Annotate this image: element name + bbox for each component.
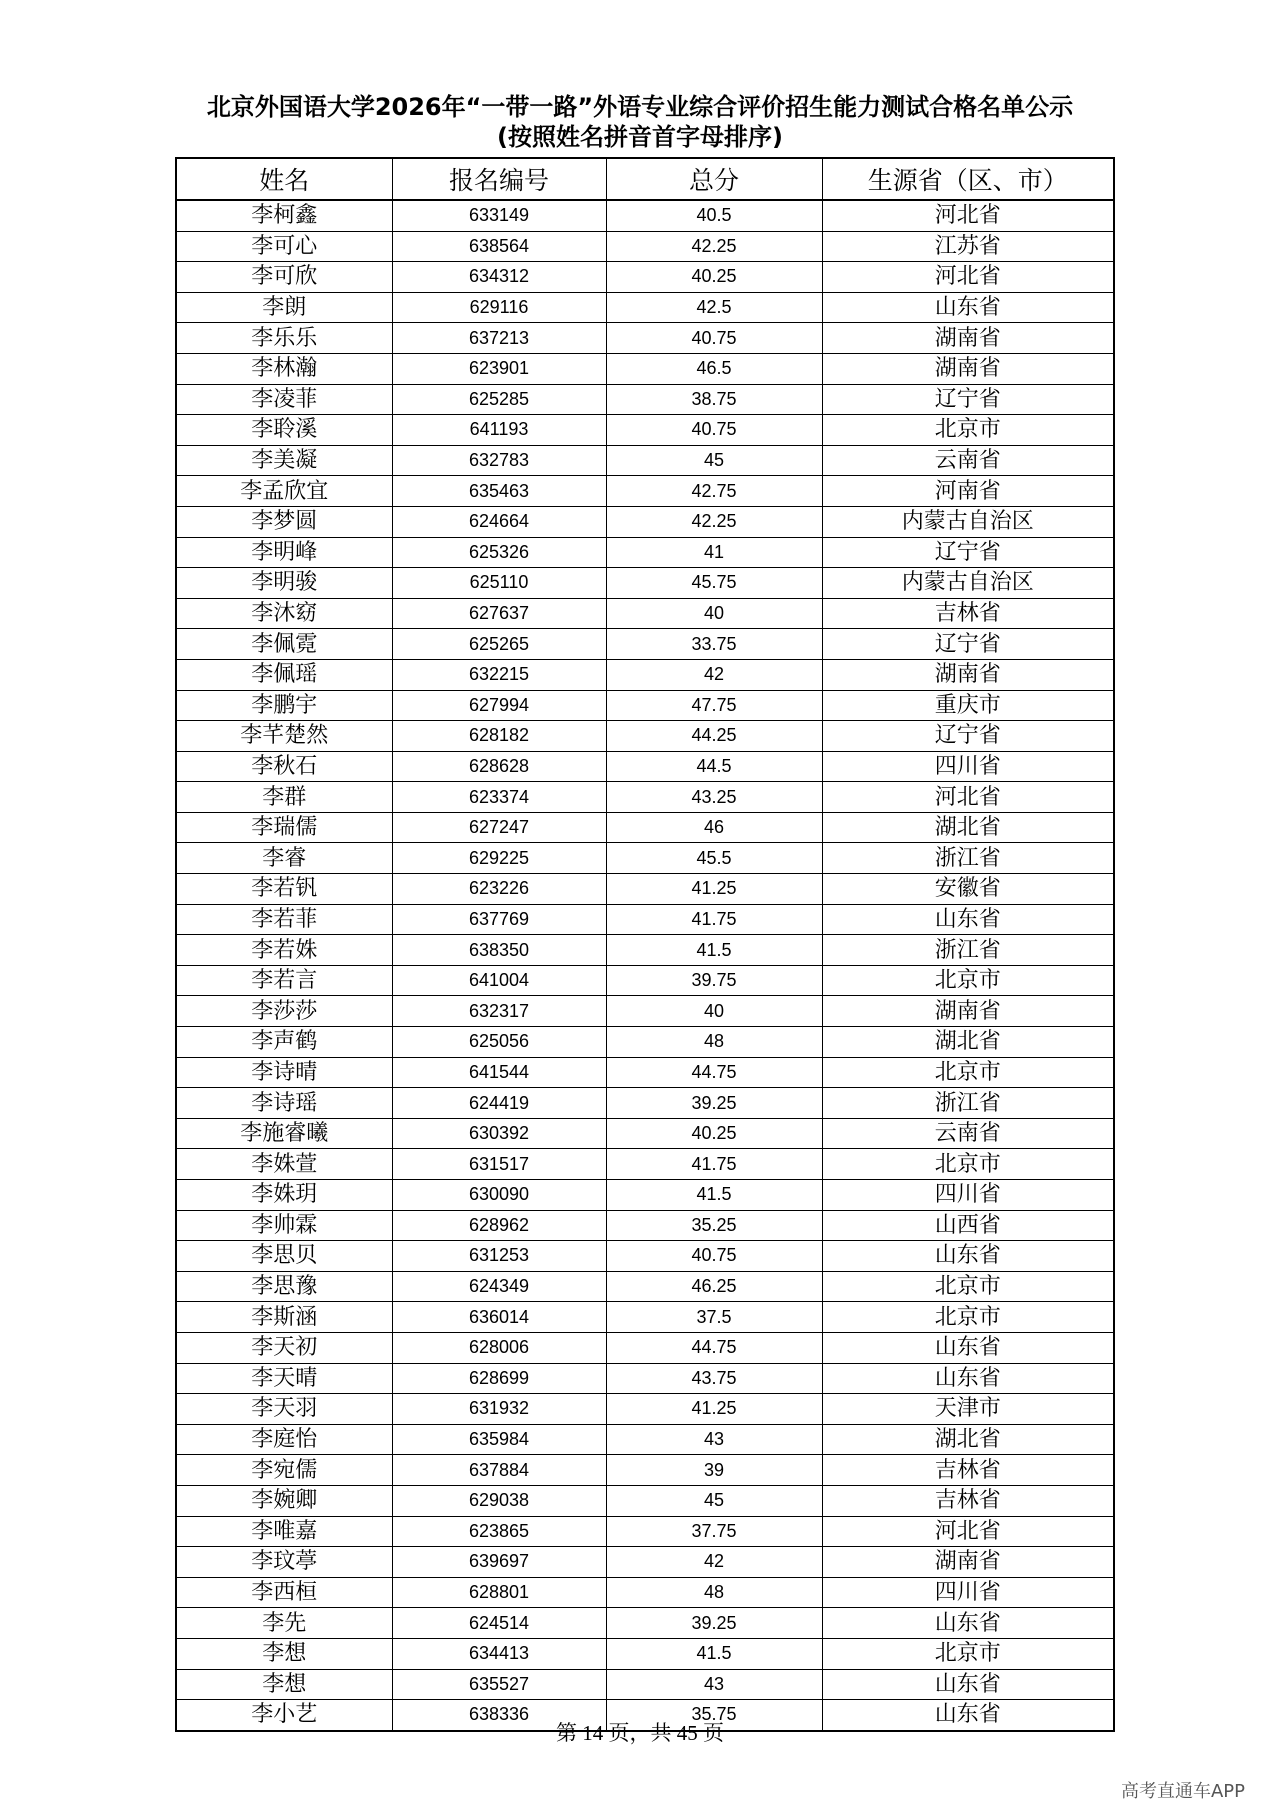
cell-total-score: 35.25 — [606, 1210, 822, 1241]
cell-total-score: 42.25 — [606, 506, 822, 537]
cell-name: 李明峰 — [176, 537, 392, 568]
cell-name: 李小艺 — [176, 1700, 392, 1731]
cell-province: 湖北省 — [822, 1424, 1114, 1455]
cell-province: 天津市 — [822, 1394, 1114, 1425]
cell-province: 山东省 — [822, 1241, 1114, 1272]
cell-total-score: 43.75 — [606, 1363, 822, 1394]
cell-name: 李天初 — [176, 1332, 392, 1363]
cell-registration-id: 623901 — [392, 353, 606, 384]
cell-province: 山东省 — [822, 1700, 1114, 1731]
cell-total-score: 37.75 — [606, 1516, 822, 1547]
table-row — [176, 1363, 1114, 1394]
cell-province: 山东省 — [822, 904, 1114, 935]
table-body — [176, 200, 1114, 1731]
column-header-province: 生源省（区、市） — [822, 158, 1114, 200]
table-row — [176, 1118, 1114, 1149]
cell-registration-id: 631253 — [392, 1241, 606, 1272]
cell-province: 湖南省 — [822, 353, 1114, 384]
document-subtitle: (按照姓名拼音首字母排序) — [497, 123, 783, 151]
table-row — [176, 812, 1114, 843]
cell-registration-id: 631517 — [392, 1149, 606, 1180]
cell-name: 李若钒 — [176, 874, 392, 905]
cell-registration-id: 625265 — [392, 629, 606, 660]
cell-name: 李明骏 — [176, 568, 392, 599]
cell-registration-id: 635984 — [392, 1424, 606, 1455]
cell-province: 云南省 — [822, 445, 1114, 476]
cell-total-score: 40.75 — [606, 1241, 822, 1272]
table-row — [176, 415, 1114, 446]
cell-registration-id: 634413 — [392, 1638, 606, 1669]
cell-total-score: 41 — [606, 537, 822, 568]
cell-total-score: 46.25 — [606, 1271, 822, 1302]
table-row — [176, 1638, 1114, 1669]
table-row — [176, 874, 1114, 905]
cell-registration-id: 638564 — [392, 231, 606, 262]
page-number: 第 14 页，共 45 页 — [556, 1721, 724, 1745]
cell-name: 李宛儒 — [176, 1455, 392, 1486]
cell-total-score: 39 — [606, 1455, 822, 1486]
cell-province: 山东省 — [822, 292, 1114, 323]
cell-registration-id: 637769 — [392, 904, 606, 935]
cell-province: 河北省 — [822, 262, 1114, 293]
cell-registration-id: 641004 — [392, 965, 606, 996]
cell-registration-id: 636014 — [392, 1302, 606, 1333]
table-row — [176, 1669, 1114, 1700]
cell-province: 湖南省 — [822, 659, 1114, 690]
cell-registration-id: 627637 — [392, 598, 606, 629]
table-row — [176, 965, 1114, 996]
cell-registration-id: 628962 — [392, 1210, 606, 1241]
cell-name: 李孟欣宜 — [176, 476, 392, 507]
cell-province: 吉林省 — [822, 1455, 1114, 1486]
cell-name: 李沐窈 — [176, 598, 392, 629]
cell-province: 山东省 — [822, 1669, 1114, 1700]
cell-name: 李群 — [176, 782, 392, 813]
cell-name: 李凌菲 — [176, 384, 392, 415]
cell-registration-id: 631932 — [392, 1394, 606, 1425]
cell-name: 李庭怡 — [176, 1424, 392, 1455]
cell-name: 李诗瑶 — [176, 1088, 392, 1119]
cell-province: 北京市 — [822, 1271, 1114, 1302]
cell-name: 李柯鑫 — [176, 200, 392, 231]
table-row — [176, 384, 1114, 415]
table-row — [176, 1149, 1114, 1180]
cell-province: 湖北省 — [822, 1027, 1114, 1058]
cell-registration-id: 629038 — [392, 1485, 606, 1516]
cell-name: 李婉卿 — [176, 1485, 392, 1516]
cell-total-score: 44.75 — [606, 1332, 822, 1363]
table-row — [176, 1577, 1114, 1608]
cell-registration-id: 625110 — [392, 568, 606, 599]
cell-registration-id: 632783 — [392, 445, 606, 476]
cell-total-score: 42 — [606, 1547, 822, 1578]
cell-name: 李若姝 — [176, 935, 392, 966]
table-row — [176, 1455, 1114, 1486]
cell-province: 山东省 — [822, 1608, 1114, 1639]
column-header-name: 姓名 — [176, 158, 392, 200]
cell-total-score: 42.5 — [606, 292, 822, 323]
cell-total-score: 42 — [606, 659, 822, 690]
cell-name: 李玟葶 — [176, 1547, 392, 1578]
cell-registration-id: 628699 — [392, 1363, 606, 1394]
table-row — [176, 843, 1114, 874]
cell-registration-id: 627247 — [392, 812, 606, 843]
cell-province: 辽宁省 — [822, 629, 1114, 660]
cell-total-score: 45.75 — [606, 568, 822, 599]
table-row — [176, 476, 1114, 507]
cell-registration-id: 625056 — [392, 1027, 606, 1058]
cell-registration-id: 635527 — [392, 1669, 606, 1700]
cell-registration-id: 623374 — [392, 782, 606, 813]
table-row — [176, 1057, 1114, 1088]
cell-total-score: 41.25 — [606, 874, 822, 905]
table-row — [176, 751, 1114, 782]
cell-registration-id: 638350 — [392, 935, 606, 966]
table-row — [176, 782, 1114, 813]
cell-total-score: 40 — [606, 598, 822, 629]
cell-registration-id: 625285 — [392, 384, 606, 415]
cell-registration-id: 630392 — [392, 1118, 606, 1149]
cell-total-score: 46 — [606, 812, 822, 843]
cell-province: 北京市 — [822, 1057, 1114, 1088]
cell-province: 河北省 — [822, 782, 1114, 813]
cell-name: 李可心 — [176, 231, 392, 262]
cell-name: 李瑞儒 — [176, 812, 392, 843]
cell-total-score: 45 — [606, 1485, 822, 1516]
cell-total-score: 48 — [606, 1577, 822, 1608]
cell-name: 李帅霖 — [176, 1210, 392, 1241]
cell-registration-id: 641193 — [392, 415, 606, 446]
cell-registration-id: 635463 — [392, 476, 606, 507]
cell-province: 浙江省 — [822, 935, 1114, 966]
cell-province: 北京市 — [822, 965, 1114, 996]
cell-total-score: 41.5 — [606, 1638, 822, 1669]
cell-name: 李姝玥 — [176, 1180, 392, 1211]
cell-province: 北京市 — [822, 1638, 1114, 1669]
table-row — [176, 629, 1114, 660]
cell-total-score: 45.5 — [606, 843, 822, 874]
cell-total-score: 39.75 — [606, 965, 822, 996]
cell-name: 李佩瑶 — [176, 659, 392, 690]
cell-name: 李梦圆 — [176, 506, 392, 537]
cell-registration-id: 628182 — [392, 721, 606, 752]
column-header-registration-id: 报名编号 — [392, 158, 606, 200]
cell-name: 李思豫 — [176, 1271, 392, 1302]
cell-province: 北京市 — [822, 1149, 1114, 1180]
cell-total-score: 43 — [606, 1424, 822, 1455]
table-row — [176, 935, 1114, 966]
cell-province: 河南省 — [822, 476, 1114, 507]
cell-total-score: 35.75 — [606, 1700, 822, 1731]
cell-name: 李秋石 — [176, 751, 392, 782]
cell-province: 湖北省 — [822, 812, 1114, 843]
cell-name: 李若菲 — [176, 904, 392, 935]
cell-province: 江苏省 — [822, 231, 1114, 262]
cell-total-score: 45 — [606, 445, 822, 476]
cell-province: 山东省 — [822, 1363, 1114, 1394]
table-row — [176, 1424, 1114, 1455]
table-row — [176, 262, 1114, 293]
table-row — [176, 904, 1114, 935]
table-row — [176, 323, 1114, 354]
cell-registration-id: 624664 — [392, 506, 606, 537]
cell-registration-id: 634312 — [392, 262, 606, 293]
cell-total-score: 41.5 — [606, 935, 822, 966]
cell-name: 李声鹤 — [176, 1027, 392, 1058]
table-row — [176, 1394, 1114, 1425]
cell-province: 浙江省 — [822, 843, 1114, 874]
cell-registration-id: 638336 — [392, 1700, 606, 1731]
table-row — [176, 1302, 1114, 1333]
cell-total-score: 43.25 — [606, 782, 822, 813]
cell-registration-id: 637884 — [392, 1455, 606, 1486]
table-row — [176, 231, 1114, 262]
cell-total-score: 39.25 — [606, 1088, 822, 1119]
cell-registration-id: 633149 — [392, 200, 606, 231]
cell-total-score: 41.25 — [606, 1394, 822, 1425]
cell-registration-id: 625326 — [392, 537, 606, 568]
cell-name: 李聆溪 — [176, 415, 392, 446]
cell-registration-id: 624419 — [392, 1088, 606, 1119]
cell-registration-id: 629116 — [392, 292, 606, 323]
cell-total-score: 44.75 — [606, 1057, 822, 1088]
cell-province: 辽宁省 — [822, 384, 1114, 415]
cell-province: 河北省 — [822, 200, 1114, 231]
cell-province: 重庆市 — [822, 690, 1114, 721]
table-row — [176, 598, 1114, 629]
cell-name: 李莎莎 — [176, 996, 392, 1027]
cell-name: 李朗 — [176, 292, 392, 323]
cell-registration-id: 628801 — [392, 1577, 606, 1608]
table-row — [176, 1271, 1114, 1302]
cell-province: 四川省 — [822, 751, 1114, 782]
table-row — [176, 537, 1114, 568]
cell-name: 李斯涵 — [176, 1302, 392, 1333]
cell-registration-id: 629225 — [392, 843, 606, 874]
table-row — [176, 1485, 1114, 1516]
cell-total-score: 41.5 — [606, 1180, 822, 1211]
cell-province: 吉林省 — [822, 1485, 1114, 1516]
cell-province: 四川省 — [822, 1577, 1114, 1608]
document-title: 北京外国语大学2026年“一带一路”外语专业综合评价招生能力测试合格名单公示 — [206, 93, 1074, 121]
table-row — [176, 690, 1114, 721]
cell-total-score: 42.25 — [606, 231, 822, 262]
cell-total-score: 40.75 — [606, 415, 822, 446]
cell-name: 李姝萱 — [176, 1149, 392, 1180]
cell-name: 李想 — [176, 1638, 392, 1669]
table-row — [176, 1088, 1114, 1119]
cell-province: 辽宁省 — [822, 721, 1114, 752]
cell-name: 李天晴 — [176, 1363, 392, 1394]
table-row — [176, 1516, 1114, 1547]
cell-total-score: 37.5 — [606, 1302, 822, 1333]
table-row — [176, 659, 1114, 690]
cell-registration-id: 623865 — [392, 1516, 606, 1547]
cell-province: 安徽省 — [822, 874, 1114, 905]
cell-registration-id: 624514 — [392, 1608, 606, 1639]
column-header-total-score: 总分 — [606, 158, 822, 200]
cell-name: 李林瀚 — [176, 353, 392, 384]
cell-name: 李若言 — [176, 965, 392, 996]
cell-name: 李佩霓 — [176, 629, 392, 660]
cell-total-score: 42.75 — [606, 476, 822, 507]
cell-total-score: 44.5 — [606, 751, 822, 782]
table-row — [176, 1180, 1114, 1211]
cell-name: 李天羽 — [176, 1394, 392, 1425]
cell-name: 李西桓 — [176, 1577, 392, 1608]
cell-province: 吉林省 — [822, 598, 1114, 629]
cell-name: 李唯嘉 — [176, 1516, 392, 1547]
cell-province: 辽宁省 — [822, 537, 1114, 568]
cell-province: 湖南省 — [822, 1547, 1114, 1578]
cell-name: 李乐乐 — [176, 323, 392, 354]
cell-name: 李美凝 — [176, 445, 392, 476]
table-row — [176, 996, 1114, 1027]
cell-province: 云南省 — [822, 1118, 1114, 1149]
table-row — [176, 568, 1114, 599]
cell-name: 李诗晴 — [176, 1057, 392, 1088]
cell-total-score: 40.25 — [606, 1118, 822, 1149]
table-row — [176, 1608, 1114, 1639]
cell-total-score: 46.5 — [606, 353, 822, 384]
cell-registration-id: 632215 — [392, 659, 606, 690]
cell-name: 李思贝 — [176, 1241, 392, 1272]
cell-province: 内蒙古自治区 — [822, 568, 1114, 599]
table-row — [176, 1241, 1114, 1272]
cell-province: 山东省 — [822, 1332, 1114, 1363]
cell-name: 李睿 — [176, 843, 392, 874]
cell-total-score: 40.5 — [606, 200, 822, 231]
table-row — [176, 721, 1114, 752]
cell-name: 李施睿曦 — [176, 1118, 392, 1149]
cell-name: 李想 — [176, 1669, 392, 1700]
cell-registration-id: 639697 — [392, 1547, 606, 1578]
cell-total-score: 38.75 — [606, 384, 822, 415]
cell-province: 四川省 — [822, 1180, 1114, 1211]
cell-name: 李可欣 — [176, 262, 392, 293]
table-row — [176, 1547, 1114, 1578]
table-row — [176, 292, 1114, 323]
table-row — [176, 353, 1114, 384]
cell-name: 李芊楚然 — [176, 721, 392, 752]
cell-registration-id: 630090 — [392, 1180, 606, 1211]
cell-total-score: 48 — [606, 1027, 822, 1058]
cell-total-score: 44.25 — [606, 721, 822, 752]
watermark-text: 高考直通车APP — [1120, 1781, 1245, 1802]
cell-total-score: 40.75 — [606, 323, 822, 354]
cell-total-score: 43 — [606, 1669, 822, 1700]
cell-registration-id: 632317 — [392, 996, 606, 1027]
table-header — [176, 158, 1114, 200]
admission-list-table — [175, 157, 1115, 1732]
cell-registration-id: 641544 — [392, 1057, 606, 1088]
cell-total-score: 40 — [606, 996, 822, 1027]
cell-province: 内蒙古自治区 — [822, 506, 1114, 537]
cell-total-score: 41.75 — [606, 1149, 822, 1180]
cell-name: 李先 — [176, 1608, 392, 1639]
cell-registration-id: 627994 — [392, 690, 606, 721]
cell-registration-id: 628006 — [392, 1332, 606, 1363]
cell-total-score: 40.25 — [606, 262, 822, 293]
cell-total-score: 39.25 — [606, 1608, 822, 1639]
cell-total-score: 41.75 — [606, 904, 822, 935]
cell-province: 北京市 — [822, 1302, 1114, 1333]
table-row — [176, 200, 1114, 231]
cell-registration-id: 623226 — [392, 874, 606, 905]
cell-province: 浙江省 — [822, 1088, 1114, 1119]
cell-province: 北京市 — [822, 415, 1114, 446]
cell-province: 湖南省 — [822, 996, 1114, 1027]
cell-province: 河北省 — [822, 1516, 1114, 1547]
cell-total-score: 33.75 — [606, 629, 822, 660]
cell-registration-id: 637213 — [392, 323, 606, 354]
cell-registration-id: 624349 — [392, 1271, 606, 1302]
cell-province: 湖南省 — [822, 323, 1114, 354]
table-row — [176, 1210, 1114, 1241]
table-row — [176, 506, 1114, 537]
table-row — [176, 445, 1114, 476]
cell-registration-id: 628628 — [392, 751, 606, 782]
cell-province: 山西省 — [822, 1210, 1114, 1241]
header-row — [176, 158, 1114, 200]
table-row — [176, 1027, 1114, 1058]
cell-total-score: 47.75 — [606, 690, 822, 721]
cell-name: 李鹏宇 — [176, 690, 392, 721]
table-row — [176, 1332, 1114, 1363]
